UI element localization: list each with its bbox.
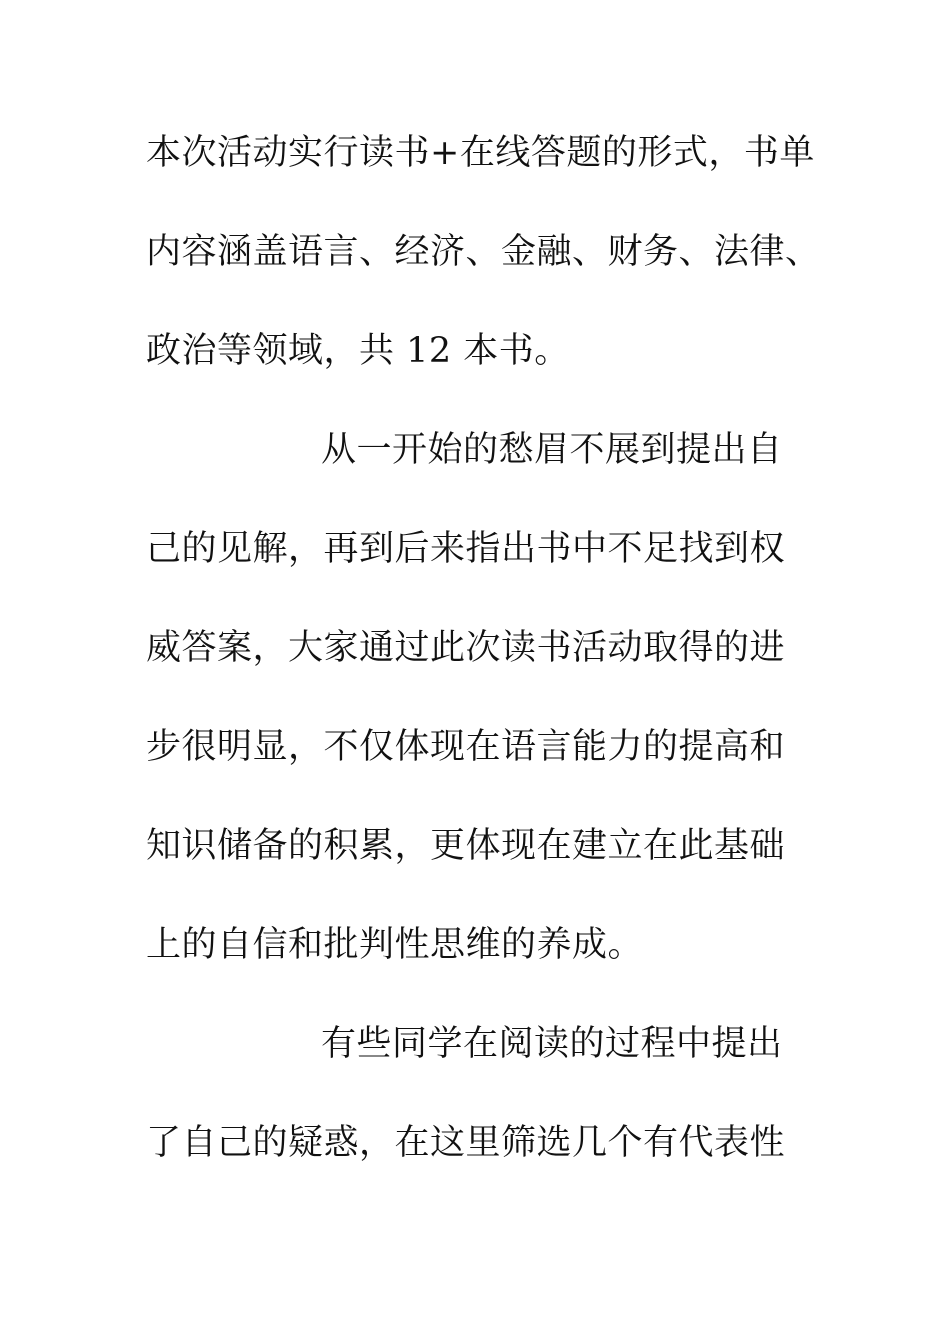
body-text — [146, 118, 821, 1207]
paragraph-start-line: 从一开始的愁眉不展到提出自 — [321, 430, 783, 470]
text-line: 政治等领域，共 12 本书。 — [146, 331, 570, 371]
text-line: 知识储备的积累，更体现在建立在此基础 — [146, 826, 786, 866]
text-line: 本次活动实行读书+在线答题的形式，书单 — [146, 133, 815, 173]
text-line: 了自己的疑惑，在这里筛选几个有代表性 — [146, 1123, 786, 1163]
text-line: 己的见解，再到后来指出书中不足找到权 — [146, 529, 786, 569]
paragraph-start-line: 有些同学在阅读的过程中提出 — [321, 1024, 783, 1064]
text-line: 内容涵盖语言、经济、金融、财务、法律、 — [146, 232, 821, 272]
text-line: 步很明显，不仅体现在语言能力的提高和 — [146, 727, 786, 767]
text-line: 威答案，大家通过此次读书活动取得的进 — [146, 628, 786, 668]
text-line: 上的自信和批判性思维的养成。 — [146, 925, 644, 965]
